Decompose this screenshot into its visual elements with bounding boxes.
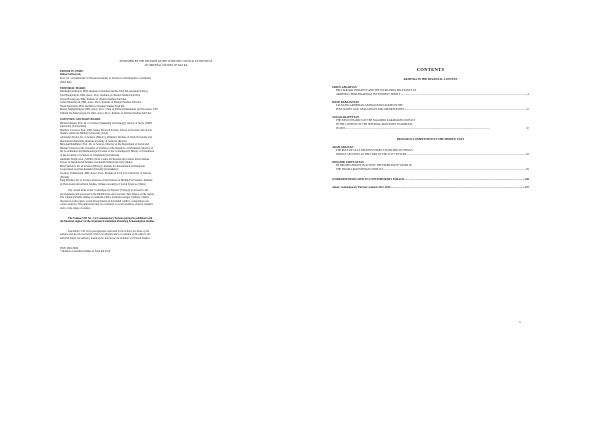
intro-paragraph-line: and to wide range of readers. [60, 206, 91, 210]
toc-title-line: THE NEW DYNAMICS OF THE NAGORNO KARABAKH CONFLICT [336, 119, 416, 123]
toc-page-number: 47 [526, 126, 529, 130]
toc-title-line: THE ISRAELI-PALESTINIAN CONFLICT [336, 167, 384, 171]
advisory-line: Alexander Krylov, Dr. of Science (History), Primakov Institute of World Economy and [60, 136, 152, 140]
toc-title-line: IN 2018 [336, 126, 345, 130]
toc-author: ANNA KARAPETYAN [332, 116, 360, 120]
intro-paragraph-line: interests in Gulf region, recent developments in Karabakh conflict, competition over [60, 199, 150, 203]
advisory-line: School of International Studies, Jawaharlal Nehru University (India) [60, 161, 133, 165]
toc-entry[interactable] [332, 127, 529, 131]
toc-title-line: ARMENIA-CHINA BILATERAL INVESTMENT TREATY [336, 92, 401, 96]
board-member: Gohar Iskandaryan, PhD, Assoc. Prof., Institute of Oriental Studies NAS RA [60, 101, 142, 105]
intro-paragraph-line: The volume includes studies on Armenia-China, Armenia-Georgia relations, China's [60, 196, 150, 200]
advisory-line: Tang Zhichao, Dr. of Science, Director of the Division of Middle East Studies, Institute [60, 179, 153, 183]
contents-title: CONTENTS [416, 67, 445, 72]
advisory-line: Human Sciences of the Academy of Sciences of the Republic of Uzbekistan, Director of [60, 146, 154, 150]
toc-entry-annex[interactable] [332, 186, 529, 190]
toc-title-line: BELT & ROAD INITIATIVE AND THE INCREASING RELEVANCE OF [336, 89, 417, 92]
dot-leader [390, 186, 525, 190]
toc-entry-workshop[interactable] [332, 178, 529, 182]
left-page [60, 0, 272, 424]
advisory-line: Studies, American Military University (USA) [60, 132, 109, 136]
toc-title-line: IN THE CONTEXT OF THE INTERNAL PROCESSES IN ARMENIA [336, 122, 413, 126]
dot-leader [383, 168, 526, 172]
advisory-line: Michael Akerib, Prof. Dr. of Science (Marketing and Strategy), Rector of Swiss UMEF [60, 121, 153, 125]
advisory-line: Jaroslaw Turlukowski, PhD, Assoc. Prof., Institute of Civil Law University of Warsaw [60, 172, 152, 175]
dot-leader [401, 93, 528, 97]
advisory-line: University (Switzerland) [60, 125, 87, 129]
disclaimer-line: authors and do not necessarily reflect the official policy or position of the editors, the [60, 233, 151, 237]
advisory-line: of the Academy of Sciences of Uzbekistan (Uzbekistan) [60, 154, 120, 158]
advisory-line: Matthew Crosston, Prof., PhD, Senior Doctoral Faculty, School of Security and Global [60, 128, 152, 132]
dot-leader [405, 178, 525, 182]
board-member: Mones Nagharmanyan, PhD, Assoc. Prof., Chair of Political Institutions and Processes, YSU [60, 108, 159, 112]
editor-line: (NAS RA) [60, 80, 72, 84]
advisory-line: Anshuilla Singh, M.A., M.Phil., Ph.D. Centre for Russian and Central Asian Studies, [60, 157, 150, 161]
publisher-line-1: PUBLISHED BY THE DECISION OF THE SCIENTIFIC COUNCIL OF INSTITUTE [119, 60, 213, 63]
dot-leader [404, 108, 526, 112]
toc-title-line: Annex. Contemporary Eurasia: contents 2012–2019 [332, 186, 391, 190]
toc-page-number: 4 [527, 92, 529, 96]
section-title: ARMENIA IN THE REGIONAL CONTEXT [403, 78, 458, 81]
advisory-line: Mirzokid Rakhimov, Prof., Dr. of Science, Director of the Department of Social and [60, 143, 149, 147]
advisory-line: (Poland) [60, 175, 70, 179]
toc-title-line: TACKLING ARMENIAN-GEORGIAN RELATIONS IN THE [336, 104, 403, 108]
toc-page-number: 21 [526, 107, 529, 111]
publisher-line-2: OF ORIENTAL STUDIES OF NAS RA [144, 63, 188, 67]
issn: ISSN 1829-3948 [60, 246, 78, 250]
editor-name: Ruben Safrastyan, [60, 73, 81, 77]
toc-page-number: 106 [525, 177, 529, 181]
toc-page-number: 62 [526, 152, 529, 156]
toc-entry[interactable] [332, 168, 529, 172]
dot-leader [406, 153, 526, 157]
board-member: Narek Nersisyan, PhD, Institute of Oriental Studies NAS RA [60, 104, 125, 108]
toc-page-number: 107 [525, 186, 529, 190]
toc-entry[interactable] [332, 93, 529, 97]
advisory-line: Bulat Sultanov, Dr. of Science (History), Institute for International and Regional [60, 164, 145, 168]
advisory-line: Cooperation, German-Kazakh University (Kazakhstan) [60, 168, 119, 172]
toc-title-line: WORKSHOP DEDICATED TO CONTEMPORARY EURASIA [332, 177, 405, 181]
toc-author: ARAM ABAJYAN [332, 146, 354, 150]
toc-entry[interactable] [332, 108, 529, 112]
intro-paragraph-line: water resources. The publication may be of interest to social scientists, experts, students [60, 203, 153, 207]
board-member: Lilit Harutyunyan, PhD, Assoc. Prof., Institute of Oriental Studies NAS RA [60, 93, 141, 97]
dot-leader [345, 127, 527, 131]
disclaimer-line: editorial board, the advisory board of the Journal or the Institute of Oriental Studies. [60, 236, 151, 240]
funding-note-line: the financial support of the Armenian Foundation Financing Armenological Studies. [60, 220, 155, 224]
section-title: RESOURCE COMPETITION IN THE MIDDLE EAST [396, 138, 465, 142]
editor-line: Prof., Dr., Academician of National Academy of Sciences of the Republic of Armenia, [60, 76, 152, 80]
intro-paragraph-line: The current issue of the "Contemporary Eurasia" (VIII (2)) is devoted to the [68, 188, 149, 192]
advisory-board-heading: SCIENTIFIC ADVISORY BOARD: [60, 118, 101, 122]
board-member: Mushegh Ghahriyan, PhD, Institute of Oriental Studies NAS RA (Assistant Editor) [60, 90, 148, 94]
toc-author: SAREN ABGARYAN [332, 86, 357, 89]
toc-title-line: ENERGY SECURITY AT THE TURN OF THE 21ST CENTURY [336, 152, 407, 156]
right-page [332, 0, 529, 424]
editor-heading: EDITOR IN CHIEF: [60, 69, 84, 73]
disclaimer-line: Disclaimer: The views and opinions expressed in the articles are those of the [68, 229, 150, 233]
board-member: Levon Hovsepyan, PhD, Institute of Oriental Studies NAS RA [60, 97, 127, 101]
advisory-line: the Coordination and Methodological Center of the Contemporary History of Uzbekistan [60, 150, 155, 154]
toc-title-line: POST-SOVIET AGE: CHALLENGES AND OPPORTUNITIES [336, 107, 405, 111]
editorial-board-heading: EDITORIAL BOARD: [60, 86, 86, 90]
toc-title-line: THE ROLE OF GULF REGION'S ENERGY SUPPLIERS IN CHINA'S [336, 149, 413, 153]
toc-title-line: HYDRO-HEGEMONY IN ACTION: THE PROBLEM OF WATER IN [336, 164, 412, 168]
toc-page-number: 82 [526, 167, 529, 171]
toc-entry[interactable] [332, 153, 529, 157]
copyright: ©Institute of Oriental Studies of NAS RA 2019 [60, 250, 111, 254]
advisory-line: International Relations, Russian Academy of Sciences (Russia) [60, 139, 127, 143]
funding-note-line: The Volume VIII No. 2 of Contemporary Eurasia journal is published with [68, 216, 153, 220]
board-member: Vahram Ter-Matevosyan, Dr. Phil., Assoc. Prof., Institute of Oriental Studies NAS RA [60, 111, 152, 115]
advisory-line: of West-Asian and African Studies, Chinese Academy of Social Sciences (China) [60, 182, 146, 186]
toc-author: MANE BABAJANYAN [332, 101, 360, 105]
page-number: 3 [519, 320, 521, 324]
intro-paragraph-line: developments and processes in the Middle East and Caucasus, their impact on the region. [60, 192, 155, 196]
toc-author: SHOGHIK TADEVOSYAN [332, 161, 364, 165]
